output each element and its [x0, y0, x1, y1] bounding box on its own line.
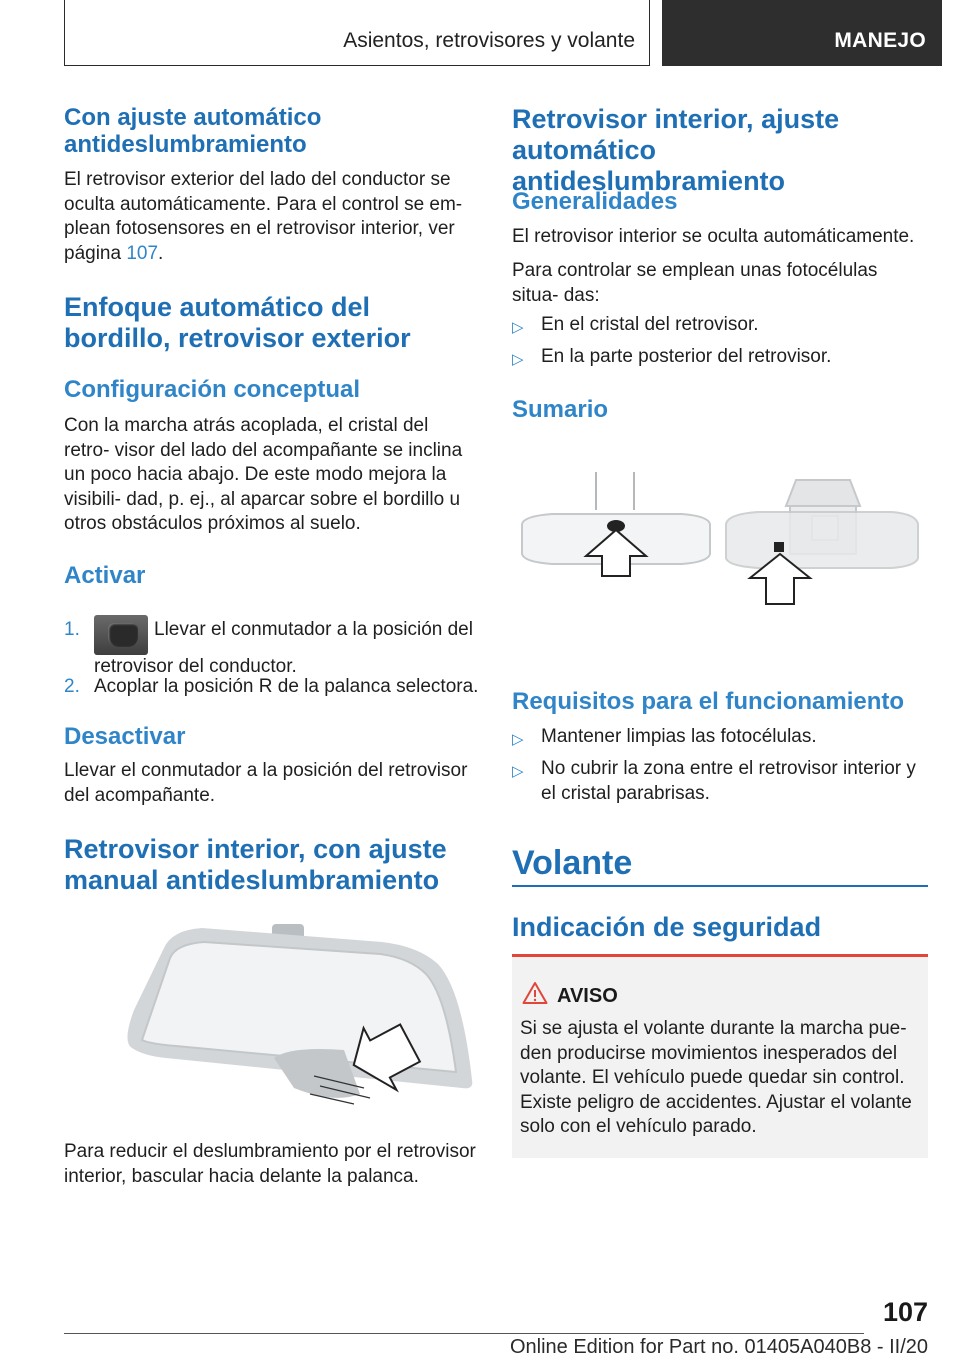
header-chapter-tab	[662, 0, 942, 66]
section-divider	[512, 885, 928, 887]
paragraph-deactivate: Llevar el conmutador a la posición del retrovisor del acompañante.	[64, 760, 468, 806]
heading-summary: Sumario	[512, 396, 609, 423]
heading-deactivate: Desactivar	[64, 723, 186, 750]
heading-curb-view: Enfoque automático del bordillo, retrovisor exterior	[64, 292, 411, 353]
list-item-step-1: 1. Llevar el conmutador a la posición del retrovisor del conductor.	[64, 618, 480, 680]
page-number: 107	[882, 1297, 928, 1327]
heading-manual-dim: Retrovisor interior, con ajuste manual antideslumbramiento	[64, 834, 447, 895]
paragraph-general-1: El retrovisor interior se oculta automáticamente.	[512, 226, 915, 247]
step-number: 2.	[64, 676, 80, 697]
heading-concept: Configuración conceptual	[64, 376, 361, 403]
warning-text: Si se ajusta el volante durante la marcha pue‐ den producirse movimientos inesperados del volante. El vehículo puede quedar sin control. Existe peligro de accidentes. Ajustar el volante solo con el vehículo parado.	[520, 1018, 912, 1137]
triangle-bullet-icon: ▷	[512, 319, 524, 336]
sensor-summary-illustration	[512, 470, 928, 610]
heading-steering-wheel: Volante	[512, 844, 633, 882]
warning-title: AVISO	[557, 985, 618, 1007]
warning-triangle-icon	[522, 981, 548, 1005]
footer-edition: Online Edition for Part no. 01405A040B8 - II/20	[509, 1336, 928, 1358]
paragraph-auto-dim: El retrovisor exterior del lado del conductor se oculta automáticamente. Para el control se em‐ plean fotosensores en el retrovisor interior, ver página 107.	[64, 169, 463, 264]
paragraph-manual-dim: Para reducir el deslumbramiento por el retrovisor interior, bascular hacia delante la palanca.	[64, 1141, 476, 1187]
header-section-box	[64, 0, 650, 66]
heading-requirements: Requisitos para el funcionamiento	[512, 688, 905, 715]
list-item-bullet-2: ▷ En la parte posterior del retrovisor.	[512, 345, 928, 370]
list-item-req-1: ▷ Mantener limpias las fotocélulas.	[512, 725, 928, 750]
warning-box	[512, 954, 928, 1158]
sensor-rear-icon	[774, 542, 784, 552]
triangle-bullet-icon: ▷	[512, 763, 524, 780]
manual-mirror-illustration	[124, 918, 484, 1108]
heading-general: Generalidades	[512, 188, 678, 215]
mirror-switch-icon	[94, 615, 148, 655]
heading-activate: Activar	[64, 562, 146, 589]
footer-divider	[64, 1333, 864, 1334]
paragraph-general-2: Para controlar se emplean unas fotocélulas situa‐ das:	[512, 260, 878, 306]
heading-safety: Indicación de seguridad	[512, 912, 822, 942]
triangle-bullet-icon: ▷	[512, 731, 524, 748]
list-item-req-2: ▷ No cubrir la zona entre el retrovisor interior y el cristal parabrisas.	[512, 758, 916, 804]
step-number: 1.	[64, 619, 80, 640]
header-section-title: Asientos, retrovisores y volante	[343, 29, 635, 52]
header-chapter-title: MANEJO	[834, 29, 926, 52]
triangle-bullet-icon: ▷	[512, 351, 524, 368]
list-item-bullet-1: ▷ En el cristal del retrovisor.	[512, 313, 928, 338]
list-item-step-2: 2. Acoplar la posición R de la palanca selectora.	[64, 675, 480, 700]
heading-auto-dim: Con ajuste automático antideslumbramiento	[64, 104, 322, 158]
heading-interior-auto: Retrovisor interior, ajuste automático antideslumbramiento	[512, 104, 840, 196]
page-link-107[interactable]: 107	[126, 242, 159, 264]
paragraph-concept: Con la marcha atrás acoplada, el cristal del retro‐ visor del lado del acompañante se inclina un poco hacia abajo. De este modo mejora la visibili‐ dad, p. ej., al aparcar sobre el bordillo u otros obstáculos próximos al suelo.	[64, 415, 463, 534]
